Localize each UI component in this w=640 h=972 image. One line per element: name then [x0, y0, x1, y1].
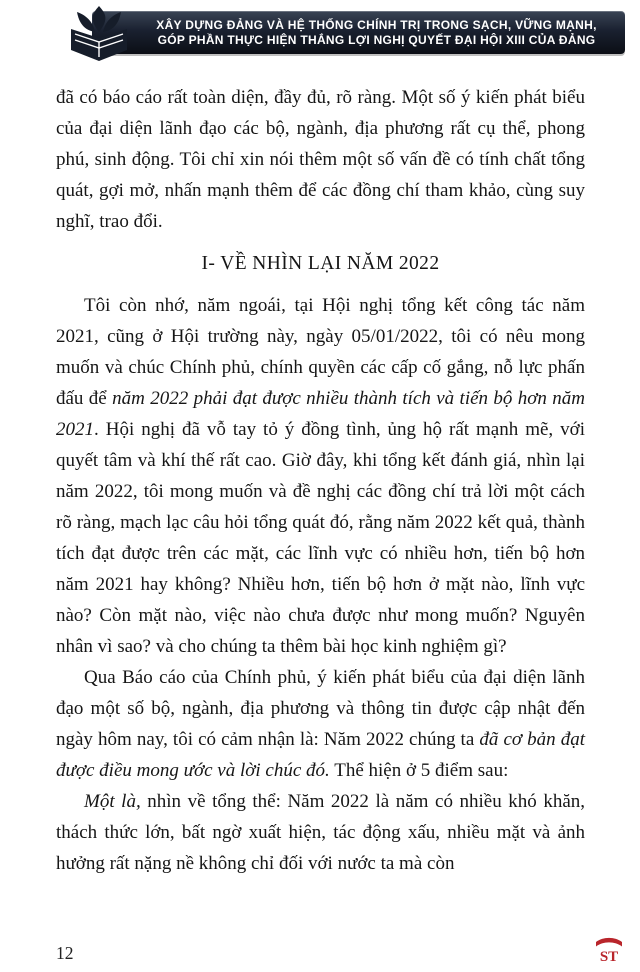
text-segment: đã cơ bản đạt được điều mong ước và lời chúc đó. [56, 729, 585, 781]
header-title-band [92, 11, 625, 54]
text-segment: Qua Báo cáo của Chính phủ, ý kiến phát biểu của đại diện lãnh đạo một số bộ, ngành, địa phương và thông tin được cập nhật đến ngày hôm nay, tôi có cảm nhận là: Năm 2022 chúng ta [56, 667, 585, 750]
text-segment: nhìn về tổng thể: Năm 2022 là năm có nhiều khó khăn, thách thức lớn, bất ngờ xuất hiện, tác động xấu, nhiều mặt và ảnh hưởng rất nặng nề không chỉ đối với nước ta mà còn [56, 791, 586, 874]
text-segment: đã có báo cáo rất toàn diện, đầy đủ, rõ ràng. Một số ý kiến phát biểu của đại diện lãnh đạo các bộ, ngành, địa phương rất cụ thể, phong phú, sinh động. Tôi chỉ xin nói thêm một số vấn đề có tính chất tổng quát, gợi mở, nhấn mạnh thêm để các đồng chí tham khảo, cùng suy nghĩ, trao đổi. [56, 87, 585, 232]
book-lotus-emblem-icon [68, 5, 130, 63]
footer [0, 934, 640, 964]
text-segment: Thể hiện ở 5 điểm sau: [329, 760, 509, 781]
paragraph [56, 290, 585, 662]
paragraph [56, 786, 585, 879]
page-body [0, 66, 640, 879]
svg-text:ST: ST [599, 949, 619, 964]
text-segment: Một là, [84, 791, 141, 812]
header-banner [0, 0, 640, 66]
header-line-1: XÂY DỰNG ĐẢNG VÀ HỆ THỐNG CHÍNH TRỊ TRONG SẠCH, VỮNG MẠNH, [156, 18, 597, 32]
page-number: 12 [56, 943, 74, 963]
text-segment: Tôi còn nhớ, năm ngoái, tại Hội nghị tổng kết công tác năm 2021, cũng ở Hội trường này, ngày 05/01/2022, tôi có nêu mong muốn và chúc Chính phủ, chính quyền các cấp cố gắng, nỗ lực phấn đấu để [56, 295, 585, 409]
text-segment: năm 2022 phải đạt được nhiều thành tích và tiến bộ hơn năm 2021 [56, 388, 585, 440]
publisher-logo-icon [594, 934, 624, 964]
paragraph [56, 82, 585, 237]
header-line-2: GÓP PHẦN THỰC HIỆN THẮNG LỢI NGHỊ QUYẾT ĐẠI HỘI XIII CỦA ĐẢNG [157, 33, 596, 47]
text-segment: . Hội nghị đã vỗ tay tỏ ý đồng tình, ủng hộ rất mạnh mẽ, với quyết tâm và khí thế rất cao. Giờ đây, khi tổng kết đánh giá, nhìn lại năm 2022, tôi mong muốn và đề nghị các đồng chí trả lời một cách rõ ràng, mạch lạc câu hỏi tổng quát đó, rằng năm 2022 kết quả, thành tích đạt được trên các mặt, các lĩnh vực có nhiều hơn, tiến bộ hơn năm 2021 hay không? Nhiều hơn, tiến bộ hơn ở mặt nào, lĩnh vực nào? Còn mặt nào, việc nào chưa được như mong muốn? Nguyên nhân vì sao? và cho chúng ta thêm bài học kinh nghiệm gì? [56, 419, 585, 657]
section-heading [56, 248, 585, 279]
paragraph [56, 662, 585, 786]
text-segment: I- VỀ NHÌN LẠI NĂM 2022 [201, 253, 440, 274]
